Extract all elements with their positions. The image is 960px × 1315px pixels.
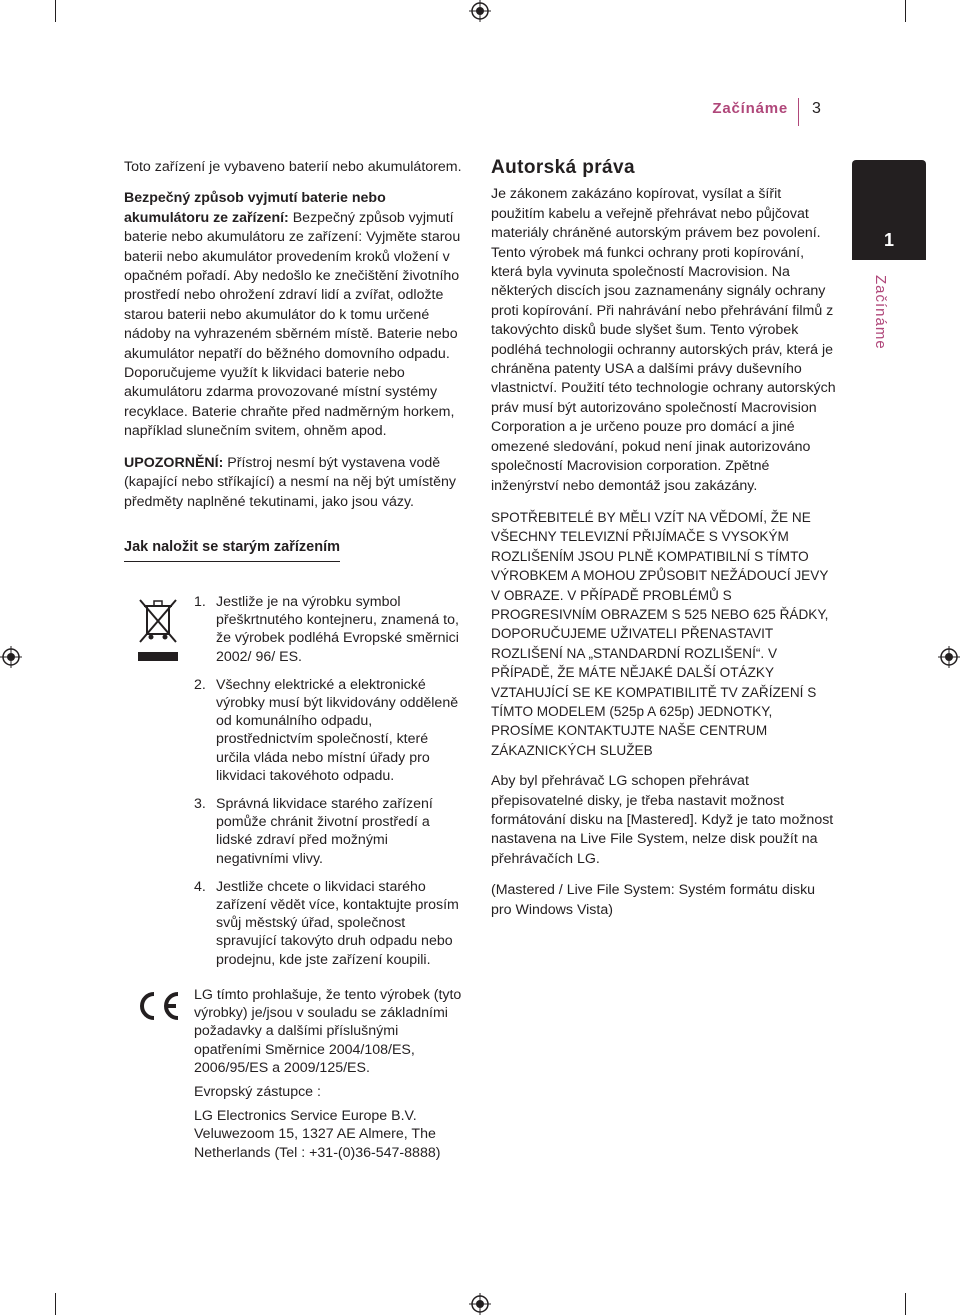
page-number: 3 — [812, 100, 821, 117]
chapter-tab — [852, 160, 926, 260]
caution-bold: UPOZORNĚNÍ: — [124, 454, 224, 471]
registration-mark-icon — [938, 646, 960, 668]
disposal-list — [194, 593, 462, 979]
crossed-bin-icon — [136, 596, 180, 664]
right-column — [491, 158, 836, 920]
crop-mark — [55, 0, 56, 22]
page-header — [0, 100, 960, 122]
list-item: 1. Jestliže je na výrobku symbol přeškrtnutého kontejneru, znamená to, že výrobek podléhá Evropské směrnici 2002/ 96/ ES. — [194, 594, 459, 665]
registration-mark-icon — [469, 1293, 491, 1315]
battery-bold: Bezpečný způsob vyjmutí baterie nebo akumulátoru ze zařízení: — [124, 190, 386, 226]
battery-intro: Toto zařízení je vybaveno baterií nebo akumulátorem. — [124, 159, 462, 175]
registration-mark-icon — [0, 646, 22, 668]
list-item: 3. Správná likvidace starého zařízení pomůže chránit životní prostředí a lidské zdraví před možnými negativními vlivy. — [194, 796, 433, 867]
representative-label: Evropský zástupce : — [194, 1084, 321, 1101]
registration-mark-icon — [469, 0, 491, 22]
disposal-heading: Jak naložit se starým zařízením — [124, 538, 340, 562]
mastered-paragraph: Aby byl přehrávač LG schopen přehrávat přepisovatelné disky, je třeba nastavit možnost formátování disku na [Mastered]. Když je tato možnost nastavena na Live File System, nelze disk použít na přehrávačích LG. — [491, 773, 834, 867]
caution-text: Přístroj nesmí být vystavena vodě (kapající nebo stříkající) a nesmí na něj být umístěny předměty naplněné tekutinami, jako jsou vázy. — [124, 454, 456, 510]
representative-address: LG Electronics Service Europe B.V. Veluwezoom 15, 1327 AE Almere, The Netherlands (Tel : +31-(0)36-547-8888) — [194, 1108, 441, 1161]
crop-mark — [905, 1293, 906, 1315]
ce-declaration-block — [194, 986, 464, 1168]
list-item: 4. Jestliže chcete o likvidaci starého zařízení vědět více, kontaktujte prosím svůj městský úřad, společnost spravující takovýto druh odpadu nebo prodejnu, kde jste zařízení koupili. — [194, 878, 459, 968]
header-divider — [798, 98, 799, 126]
section-title: Začínáme — [712, 100, 788, 117]
battery-paragraph — [124, 189, 464, 441]
copyright-paragraph: Je zákonem zakázáno kopírovat, vysílat a šířit použitím kabelu a veřejně přehrávat nebo půjčovat materiály chráněné autorským právem bez povolení. Tento výrobek má funkci ochrany proti kopírování, která byla vyvinuta společností Macrovision. Na některých discích jsou zaznamenány signály ochrany proti kopírování. Při nahrávání nebo přehrávání filmů z takovýchto disků bude slyšet šum. Tento výrobek podléhá technologii ochranny autorských práv, která je chráněna patenty USA a dalšími právy duševního vlastnictví. Použití této technologie ochrany autorských práv musí být autorizováno společností Macrovision Corporation a je určeno pouze pro domácí a jiné omezené sledování, pokud není jinak autorizováno společností Macrovision corporation. Zpětné inženýrství nebo demontáž jsou zakázány. — [491, 186, 836, 494]
copyright-heading: Autorská práva — [491, 157, 635, 178]
crop-mark — [55, 1293, 56, 1315]
battery-text: Bezpečný způsob vyjmutí baterie nebo akumulátoru ze zařízení: Vyjměte starou baterii nebo akumulátor provedením kroků vložení v opačném pořadí. Aby nedošlo ke znečištění životního prostředí nebo ohrožení zdraví lidí a zvířat, odložte starou baterii nebo akumulátor do k tomu určené nádoby na vyhrazeném sběrném místě. Baterie nebo akumulátor nepatří do běžného domovního odpadu. Doporučujeme využít k likvidaci baterie nebo akumulátoru zdarma provozované místní systémy recyklace. Baterie chraňte před nadměrným horkem, například slunečním svitem, ohněm apod. — [124, 209, 461, 440]
ce-mark-icon — [134, 990, 182, 1022]
mastered-note: (Mastered / Live File System: Systém formátu disku pro Windows Vista) — [491, 882, 816, 918]
hdtv-notice: SPOTŘEBITELÉ BY MĚLI VZÍT NA VĚDOMÍ, ŽE NE VŠECHNY TELEVIZNÍ PŘIJÍMAČE S VYSOKÝM ROZLIŠENÍM JSOU PLNĚ KOMPATIBILNÍ S TÍMTO VÝROBKEM A MOHOU ZPŮSOBIT NEŽÁDOUCÍ JEVY V OBRAZE. V PŘÍPADĚ PROBLÉMŮ S PROGRESIVNÍM OBRAZEM S 525 NEBO 625 ŘÁDKY, DOPORUČUJEME UŽIVATELI PŘENASTAVIT ROZLIŠENÍ NA „STANDARDNÍ ROZLIŠENÍ“. V PŘÍPADĚ, ŽE MÁTE NĚJAKÉ DALŠÍ OTÁZKY VZTAHUJÍCÍ SE KE KOMPATIBILITĚ TV ZAŘÍZENÍ S TÍMTO MODELEM (525p A 625p) JEDNOTKY, PROSÍME KONTAKTUJTE NAŠE CENTRUM ZÁKAZNICKÝCH SLUŽEB — [491, 509, 829, 758]
chapter-tab-label: Začínáme — [872, 275, 889, 350]
list-item: 2. Všechny elektrické a elektronické výrobky musí být likvidovány odděleně od komunálního odpadu, prostřednictvím společností, které určila vláda nebo místní úřady pro likvidaci takovéhoto odpadu. — [194, 676, 459, 784]
caution-paragraph — [124, 454, 464, 512]
ce-declaration: LG tímto prohlašuje, že tento výrobek (tyto výrobky) je/jsou v souladu se základními požadavky a dalšími příslušnými opatřeními Směrnice 2004/108/ES, 2006/95/ES a 2009/125/ES. — [194, 987, 462, 1076]
left-column — [124, 158, 464, 562]
chapter-number: 1 — [883, 230, 894, 250]
crop-mark — [905, 0, 906, 22]
